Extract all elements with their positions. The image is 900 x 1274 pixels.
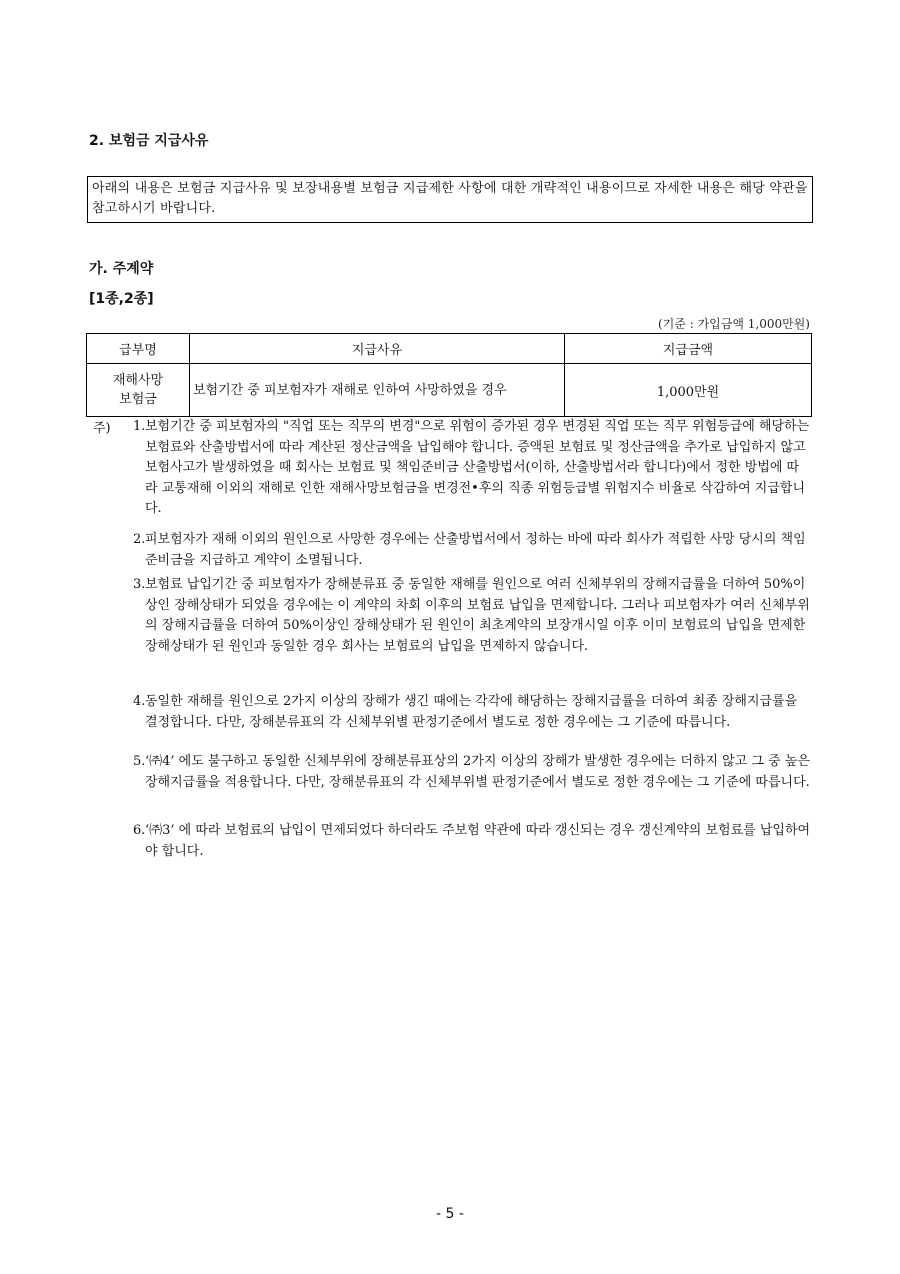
subsection-title: 가. 주계약	[89, 261, 154, 277]
header-benefit-name: 급부명	[87, 334, 190, 364]
payment-reason-cell: 보험기간 중 피보험자가 재해로 인하여 사망하였을 경우	[190, 364, 565, 417]
note-number: 3.	[133, 577, 146, 592]
note-number: 1.	[133, 419, 146, 434]
header-payment-reason: 지급사유	[190, 334, 565, 364]
type-label: [1종,2종]	[89, 291, 154, 307]
note-text: 보험료 납입기간 중 피보험자가 장해분류표 중 동일한 재해를 원인으로 여러 신체부위의 장해지급률을 더하여 50%이상인 장해상태가 되었을 경우에는 이 계약의 차회 이후의 보험료 납입을 면제합니다. 그러나 피보험자가 여러 신체부위의 장해지급률을 더하여 50%이상인 장해상태가 된 원인이 최초계약의 보장개시일 이후 이미 보험료의 납입을 면제한 장해상태가 된 원인과 동일한 경우 회사는 보험료의 납입을 면제하지 않습니다.	[145, 577, 810, 654]
note-item	[133, 692, 811, 733]
note-text: 피보험자가 재해 이외의 원인으로 사망한 경우에는 산출방법서에서 정하는 바에 따라 회사가 적립한 사망 당시의 책임준비금을 지급하고 계약이 소멸됩니다.	[145, 532, 806, 568]
payment-amount-cell: 1,000만원	[565, 364, 812, 417]
note-number: 6.	[133, 823, 146, 838]
note-text: ‘㈜4’ 에도 불구하고 동일한 신체부위에 장해분류표상의 2가지 이상의 장해가 발생한 경우에는 더하지 않고 그 중 높은 장해지급률을 적용합니다. 다만, 장해분류표의 각 신체부위별 판정기준에서 별도로 정한 경우에는 그 기준에 따릅니다.	[145, 754, 810, 790]
note-item	[133, 575, 811, 657]
note-item	[133, 752, 811, 793]
notice-box: 아래의 내용은 보험금 지급사유 및 보장내용별 보험금 지급제한 사항에 대한 개략적인 내용이므로 자세한 내용은 해당 약관을 참고하시기 바랍니다.	[87, 176, 813, 223]
note-text: 보험기간 중 피보험자의 "직업 또는 직무의 변경"으로 위험이 증가된 경우 변경된 직업 또는 직무 위험등급에 해당하는 보험료와 산출방법서에 따라 계산된 정산금액을 납입해야 합니다. 증액된 보험료 및 정산금액을 추가로 납입하지 않고 보험사고가 발생하였을 때 회사는 보험료 및 책임준비금 산출방법서(이하, 산출방법서라 합니다)에서 정한 방법에 따라 교통재해 이외의 재해로 인한 재해사망보험금을 변경전•후의 직종 위험등급별 위험지수 비율로 삭감하여 지급합니다.	[145, 419, 810, 516]
benefit-name-line: 재해사망	[112, 373, 164, 388]
table-row	[87, 364, 812, 417]
note-text: 동일한 재해를 원인으로 2가지 이상의 장해가 생긴 때에는 각각에 해당하는 장해지급률을 더하여 최종 장해지급률을 결정합니다. 다만, 장해분류표의 각 신체부위별 판정기준에서 별도로 정한 경우에는 그 기준에 따릅니다.	[145, 694, 798, 730]
notes-label: 주)	[93, 421, 111, 436]
note-number: 5.	[133, 754, 146, 769]
benefit-name-line: 보험금	[119, 392, 157, 407]
note-item	[133, 530, 811, 571]
section-title: 2. 보험금 지급사유	[89, 133, 209, 149]
note-number: 2.	[133, 532, 146, 547]
note-text: ‘㈜3’ 에 따라 보험료의 납입이 면제되었다 하더라도 주보험 약관에 따라 갱신되는 경우 갱신계약의 보험료를 납입하여야 합니다.	[145, 823, 811, 859]
benefit-table	[86, 333, 812, 417]
table-header-row	[87, 334, 812, 364]
table-basis-note: (기준 : 가입금액 1,000만원)	[658, 317, 810, 331]
note-item	[133, 821, 811, 862]
benefit-name-cell	[87, 364, 190, 417]
note-item	[133, 417, 811, 520]
header-payment-amount: 지급금액	[565, 334, 812, 364]
page-number: - 5 -	[436, 1206, 464, 1222]
note-number: 4.	[133, 694, 146, 709]
